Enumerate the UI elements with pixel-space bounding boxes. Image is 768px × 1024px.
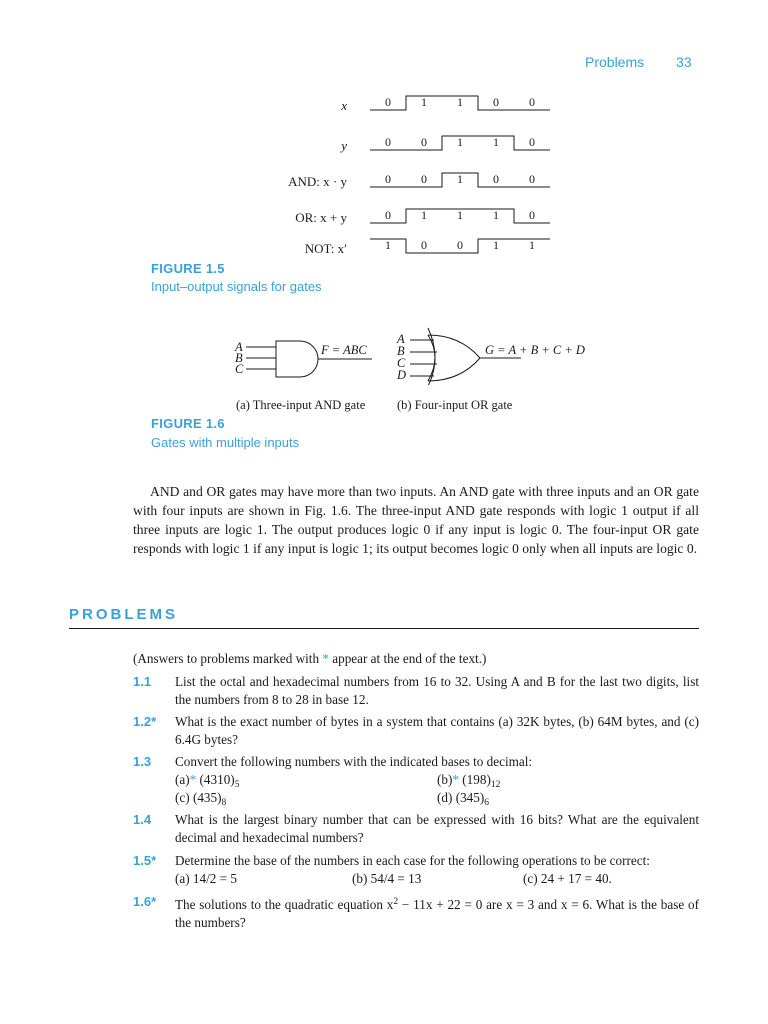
problem-1-1-text: List the octal and hexadecimal numbers from 16 to 32. Using A and B for the last two digits, list the numbers from 8 to 28 in base 12. bbox=[175, 674, 699, 707]
figure-1-5-caption: Input–output signals for gates bbox=[151, 279, 322, 294]
problem-1-2-text: What is the exact number of bytes in a system that contains (a) 32K bytes, (b) 64M bytes, and (c) 6.4G bytes? bbox=[175, 714, 699, 747]
waveform-value: 1 bbox=[457, 208, 463, 222]
waveform-value: 0 bbox=[385, 135, 391, 149]
waveform-value: 1 bbox=[493, 238, 499, 252]
or-input-b: B bbox=[397, 344, 405, 358]
waveform-value: 0 bbox=[493, 172, 499, 186]
problem-number: 1.2* bbox=[133, 714, 157, 729]
or-gate-inputs bbox=[397, 333, 406, 381]
waveform-value: 0 bbox=[385, 95, 391, 109]
and-input-c: C bbox=[235, 362, 244, 376]
signal-label-y: y bbox=[341, 138, 347, 153]
and-gate-caption: (a) Three-input AND gate bbox=[236, 398, 366, 412]
problem-1-6-text: The solutions to the quadratic equation $x^2 - 11x + 22 = 0$ are x = 3 and x = 6. What is the base of the numbers? bbox=[175, 897, 699, 930]
timing-diagram bbox=[360, 90, 560, 260]
figure-1-6-caption: Gates with multiple inputs bbox=[151, 435, 300, 450]
waveform-value: 0 bbox=[421, 135, 427, 149]
or-gate-caption: (b) Four-input OR gate bbox=[397, 398, 513, 412]
waveform-value: 0 bbox=[457, 238, 463, 252]
waveform-value: 0 bbox=[421, 172, 427, 186]
problem-1-3-part-a: (a)* $(4310)_5$ bbox=[175, 772, 240, 790]
and-input-b: B bbox=[235, 351, 243, 365]
problem-1-3-part-b: (b)* $(198)_{12}$ bbox=[437, 772, 501, 790]
waveform-value: 0 bbox=[421, 238, 427, 252]
signal-label-or: OR: x + y bbox=[295, 210, 347, 225]
waveform-value: 0 bbox=[385, 172, 391, 186]
answers-note: (Answers to problems marked with * appear at the end of the text.) bbox=[133, 651, 487, 666]
problem-1-4-text: What is the largest binary number that can be expressed with 16 bits? What are the equivalent decimal and hexadecimal numbers? bbox=[175, 812, 699, 845]
and-gate-inputs bbox=[235, 342, 243, 375]
problem-1-3-part-c: (c) $(435)_8$ bbox=[175, 790, 227, 808]
problem-number: 1.4 bbox=[133, 812, 152, 827]
and-input-a: A bbox=[235, 340, 243, 354]
waveform-value: 1 bbox=[493, 135, 499, 149]
or-input-d: D bbox=[397, 368, 407, 382]
waveform-value: 1 bbox=[457, 135, 463, 149]
signal-label-not: NOT: x′ bbox=[304, 241, 347, 256]
waveform-value: 1 bbox=[385, 238, 391, 252]
or-input-a: A bbox=[397, 332, 405, 346]
problem-number: 1.6* bbox=[133, 894, 157, 909]
waveform-value: 0 bbox=[385, 208, 391, 222]
figure-1-5-label: FIGURE 1.5 bbox=[151, 261, 225, 276]
page-number: 33 bbox=[676, 54, 692, 70]
problem-1-3-text: Convert the following numbers with the indicated bases to decimal: bbox=[175, 754, 533, 769]
problems-heading: PROBLEMS bbox=[69, 606, 179, 623]
waveform-value: 1 bbox=[421, 95, 427, 109]
waveform-value: 1 bbox=[421, 208, 427, 222]
signal-label-and: AND: x · y bbox=[288, 174, 347, 189]
problem-number: 1.5* bbox=[133, 853, 157, 868]
signal-label-x: x bbox=[341, 98, 347, 113]
waveform-value: 0 bbox=[529, 135, 535, 149]
problem-1-5-part-b: (b) 54/4 = 13 bbox=[352, 871, 422, 886]
problem-1-5-part-a: (a) 14/2 = 5 bbox=[175, 871, 238, 886]
waveform-value: 1 bbox=[457, 95, 463, 109]
figure-1-6-label: FIGURE 1.6 bbox=[151, 416, 225, 431]
waveform-value: 0 bbox=[529, 95, 535, 109]
waveform-value: 1 bbox=[457, 172, 463, 186]
problem-1-3-part-d: (d) $(345)_6$ bbox=[437, 790, 490, 808]
or-gate-output: G = A + B + C + D bbox=[485, 343, 585, 357]
waveform-value: 1 bbox=[493, 208, 499, 222]
waveform-value: 1 bbox=[529, 238, 535, 252]
running-head bbox=[585, 54, 692, 70]
waveform-value: 0 bbox=[529, 208, 535, 222]
problem-1-5-text: Determine the base of the numbers in each case for the following operations to be correct: bbox=[175, 853, 650, 868]
running-head-section: Problems bbox=[585, 54, 645, 70]
problem-number: 1.3 bbox=[133, 754, 152, 769]
section-divider bbox=[69, 628, 699, 629]
and-gate-output: F = ABC bbox=[321, 343, 367, 357]
waveform-value: 0 bbox=[529, 172, 535, 186]
waveform-value: 0 bbox=[493, 95, 499, 109]
problem-number: 1.1 bbox=[133, 674, 152, 689]
problem-1-5-part-c: (c) 24 + 17 = 40. bbox=[523, 871, 612, 886]
or-input-c: C bbox=[397, 356, 406, 370]
body-paragraph: AND and OR gates may have more than two inputs. An AND gate with three inputs and an OR gate with four inputs are shown in Fig. 1.6. The three-input AND gate responds with logic 1 output if all three inputs are logic 1. The output produces logic 0 if any input is logic 0. The four-input OR gate responds with logic 1 if any input is logic 1; its output becomes logic 0 only when all inputs are logic 0. bbox=[133, 484, 699, 556]
